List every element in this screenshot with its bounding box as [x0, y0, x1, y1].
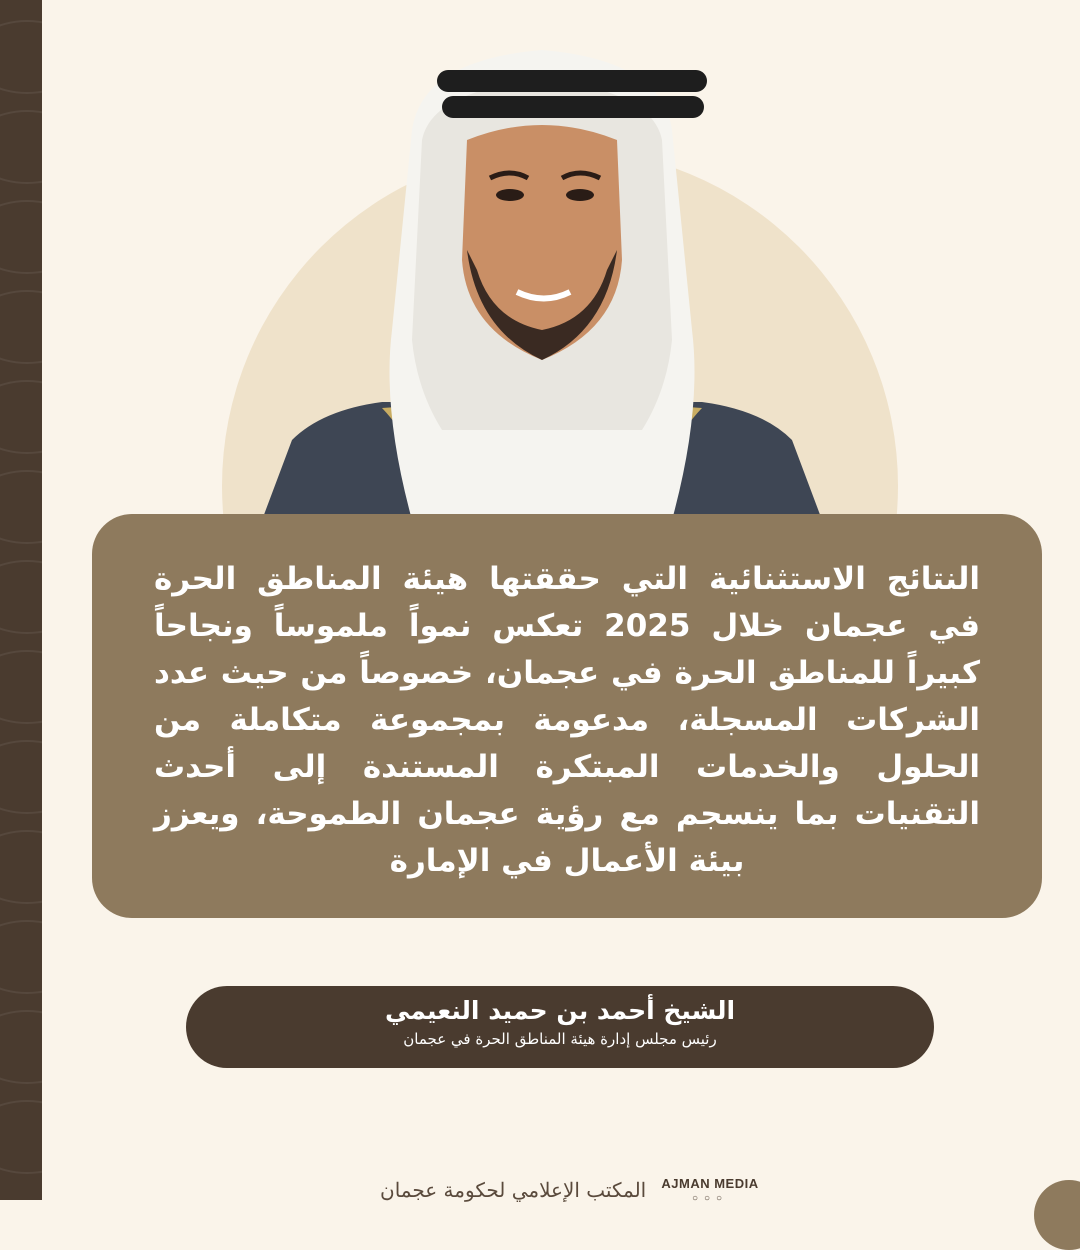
speaker-title: رئيس مجلس إدارة هيئة المناطق الحرة في عجمان	[403, 1030, 717, 1048]
footer-script-logo: المكتب الإعلامي لحكومة عجمان	[380, 1178, 647, 1202]
quote-box	[92, 514, 1042, 918]
footer-logo-text: AJMAN MEDIA	[661, 1176, 759, 1191]
left-decorative-strip	[0, 0, 42, 1200]
corner-badge	[1034, 1180, 1080, 1250]
speaker-name: الشيخ أحمد بن حميد النعيمي	[384, 996, 736, 1025]
quote-text: النتائج الاستثنائية التي حققتها هيئة المناطق الحرة في عجمان خلال 2025 تعكس نمواً ملموساً ونجاحاً كبيراً للمناطق الحرة في عجمان، خصوصاً من حيث عدد الشركات المسجلة، مدعومة بمجموعة متكاملة من الحلول والخدمات المبتكرة المستندة إلى أحدث التقنيات بما ينسجم مع رؤية عجمان الطموحة، ويعزز بيئة الأعمال في الإمارة	[154, 561, 980, 879]
logo-dots: ○○○	[691, 1193, 729, 1204]
speaker-name-pill	[186, 986, 934, 1068]
person-portrait-icon	[262, 30, 822, 520]
